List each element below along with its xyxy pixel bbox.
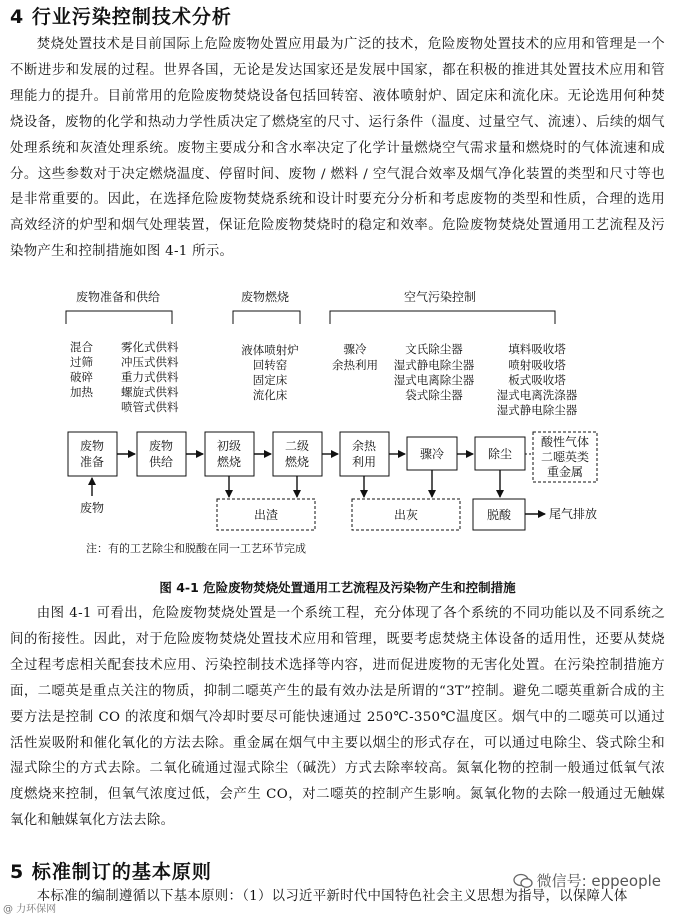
furnace-type: 液体喷射炉 bbox=[241, 343, 299, 357]
furnace-type: 回转窑 bbox=[252, 358, 288, 372]
bracket-lines bbox=[66, 311, 555, 324]
group-label-burn: 废物燃烧 bbox=[240, 290, 290, 304]
exhaust-label: 尾气排放 bbox=[549, 507, 598, 521]
section-4-paragraph-2: 由图 4-1 可看出，危险废物焚烧处置是一个系统工程，充分体现了各个系统的不同功能以及不同系统之间的衔接性。因此，对于危险废物焚烧处置技术应用和管理，既要考虑焚烧主体设备的适用性，还要从焚烧全过程考虑相关配套技术应用、污染控制技术选择等内容，进而促进废物的无害化处置。在污染控制措施方面，二噁英是重点关注的物质，抑制二噁英产生的最有效办法是所谓的“3T”控制。避免二噁英重新合成的主要方法是控制 CO 的浓度和烟气冷却时要尽可能快速通过 250℃-350℃温度区。烟气中的二噁英可以通过活性炭吸附和催化氧化的方法去除。重金属在烟气中主要以烟尘的形式存在，可以通过电除尘、袋式除尘和湿式除尘的方式去除。二氧化硫通过湿式除尘（碱洗）方式去除率较高。氮氧化物的控制一般通过低氧气浓度燃烧来控制，但氧气浓度过低，会产生 CO，对二噁英的控制产生影响。氮氧化物的去除一般通过无触媒氧化和触媒氧化方法去除。 bbox=[10, 606, 665, 829]
feed-method: 螺旋式供料 bbox=[121, 385, 179, 399]
box-label: 脱酸 bbox=[486, 508, 512, 522]
waste-input-label: 废物 bbox=[79, 501, 105, 515]
wechat-watermark bbox=[513, 870, 661, 891]
box-label: 重金属 bbox=[546, 465, 584, 479]
section-4-paragraph-1: 焚烧处置技术是目前国际上危险废物处置应用最为广泛的技术，危险废物处置技术的应用和管理是一个不断进步和发展的过程。世界各国，无论是发达国家还是发展中国家，都在积极的推进其处置技术应用和管理能力的提升。目前常用的危险废物焚烧设备包括回转窑、液体喷射炉、固定床和流化床。无论选用何种焚烧设备，废物的化学和热动力学性质决定了燃烧室的尺寸、运行条件（温度、过量空气、流速）、后续的烟气处理系统和灰渣处理系统。废物主要成分和含水率决定了化学计量燃烧空气需求量和燃烧时的气体流速和成分。这些参数对于决定燃烧温度、停留时间、废物 / 燃料 / 空气混合效率及烟气净化装置的类型和尺寸等也是非常重要的。因此，在选择危险废物焚烧系统和设计时要充分分析和考虑废物的类型和性质，合理的选用高效经济的炉型和烟气处理装置，保证危险废物焚烧时的稳定和效率。危险废物焚烧处置通用工艺流程及污染物产生和控制措施如图 4-1 所示。 bbox=[10, 37, 665, 260]
dust-item: 袋式除尘器 bbox=[405, 388, 463, 402]
quench-item: 余热利用 bbox=[332, 358, 378, 372]
dust-item: 文氏除尘器 bbox=[405, 342, 463, 356]
section-5-paragraph-1: 本标准的编制遵循以下基本原则：（1）以习近平新时代中国特色社会主义思想为指导，以保障人体 bbox=[36, 889, 628, 904]
box-label: 酸性气体 bbox=[540, 435, 590, 449]
box-label: 准备 bbox=[79, 455, 105, 469]
watermark-text: 微信号: eppeople bbox=[536, 872, 661, 890]
prep-method: 过筛 bbox=[70, 355, 93, 369]
furnace-type: 流化床 bbox=[252, 388, 288, 402]
prep-method: 破碎 bbox=[70, 370, 93, 384]
absorb-item: 湿式静电除尘器 bbox=[496, 403, 578, 417]
dust-item: 湿式电离除尘器 bbox=[393, 373, 475, 387]
section-5-heading: 5 标准制订的基本原则 bbox=[10, 861, 212, 883]
prep-method: 加热 bbox=[70, 385, 93, 399]
box-label: 出灰 bbox=[393, 508, 419, 522]
box-label: 二级 bbox=[284, 439, 310, 453]
section-4-heading: 4 行业污染控制技术分析 bbox=[10, 6, 232, 28]
box-label: 利用 bbox=[351, 455, 377, 469]
box-label: 初级 bbox=[216, 439, 242, 453]
absorb-item: 喷射吸收塔 bbox=[508, 358, 566, 372]
box-label: 出渣 bbox=[253, 508, 279, 522]
quench-item: 骤冷 bbox=[343, 342, 367, 356]
box-label: 燃烧 bbox=[284, 455, 310, 469]
prep-method: 混合 bbox=[70, 340, 93, 354]
box-label: 骤冷 bbox=[419, 447, 445, 461]
group-label-prep: 废物准备和供给 bbox=[75, 290, 161, 304]
feed-method: 喷管式供料 bbox=[121, 400, 179, 414]
feed-method: 雾化式供料 bbox=[121, 340, 179, 354]
box-label: 废物 bbox=[79, 439, 105, 453]
absorb-item: 湿式电离洗涤器 bbox=[496, 388, 578, 402]
absorb-item: 板式吸收塔 bbox=[508, 373, 566, 387]
corner-watermark: @ 力环保网 bbox=[3, 904, 57, 915]
box-label: 燃烧 bbox=[216, 455, 242, 469]
dust-item: 湿式静电除尘器 bbox=[393, 358, 475, 372]
wechat-icon bbox=[513, 873, 533, 889]
figure-caption: 图 4-1 危险废物焚烧处置通用工艺流程及污染物产生和控制措施 bbox=[159, 580, 516, 595]
group-label-air: 空气污染控制 bbox=[403, 290, 477, 304]
furnace-type: 固定床 bbox=[252, 373, 288, 387]
absorb-item: 填料吸收塔 bbox=[508, 342, 566, 356]
box-label: 二噁英类 bbox=[540, 450, 590, 464]
box-label: 余热 bbox=[351, 439, 377, 453]
box-label: 除尘 bbox=[487, 447, 513, 461]
feed-method: 冲压式供料 bbox=[121, 355, 179, 369]
box-label: 供给 bbox=[148, 455, 174, 469]
figure-note: 注：有的工艺除尘和脱酸在同一工艺环节完成 bbox=[86, 542, 306, 555]
process-flow-diagram bbox=[0, 284, 675, 578]
feed-method: 重力式供料 bbox=[121, 370, 179, 384]
box-label: 废物 bbox=[148, 439, 174, 453]
